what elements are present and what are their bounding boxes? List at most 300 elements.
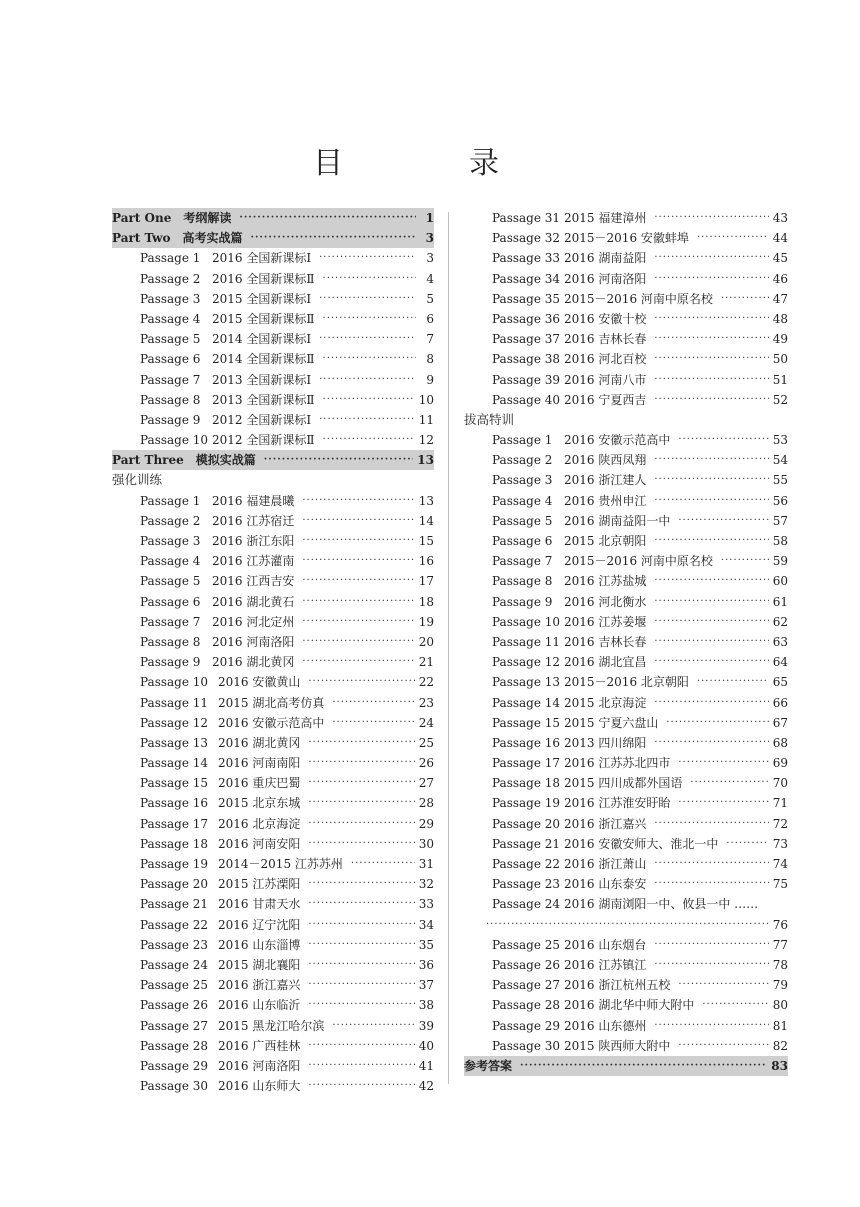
leader-dots — [250, 228, 416, 248]
toc-entry[interactable] — [464, 874, 788, 894]
page-number: 38 — [418, 998, 434, 1013]
source-label: 2016 山东淄博 — [218, 937, 301, 952]
leader-dots — [520, 1056, 767, 1076]
source-label: 2015 福建漳州 — [564, 211, 647, 225]
source-label: 2015 黑龙江哈尔滨 — [218, 1018, 325, 1033]
toc-entry[interactable] — [464, 854, 788, 874]
page-number: 42 — [418, 1079, 434, 1094]
source-label: 2016 甘肃天水 — [218, 897, 301, 912]
page-number: 12 — [418, 433, 434, 448]
leader-dots — [302, 612, 414, 632]
source-label: 2016 浙江东阳 — [212, 534, 295, 548]
page-number: 65 — [772, 675, 788, 690]
leader-dots — [697, 228, 769, 248]
leader-dots — [302, 592, 414, 612]
toc-entry[interactable] — [464, 672, 788, 692]
toc-entry[interactable] — [112, 349, 434, 369]
source-label: 2016 浙江嘉兴 — [564, 816, 647, 831]
passage-label: Passage 20 — [492, 816, 561, 831]
source-label: 2015 北京朝阳 — [564, 534, 647, 548]
passage-label: Passage 2 — [140, 271, 201, 286]
section-label: Part Three 模拟实战篇 — [112, 453, 256, 468]
page-number: 64 — [772, 655, 788, 670]
source-label: 2016 陕西凤翔 — [564, 453, 647, 468]
page-number: 27 — [418, 776, 434, 791]
passage-label: Passage 6 — [140, 352, 201, 367]
leader-dots — [239, 208, 416, 228]
passage-label: Passage 8 — [492, 574, 553, 589]
source-label: 2013 全国新课标Ⅱ — [212, 392, 315, 407]
passage-label: Passage 11 — [140, 695, 209, 710]
toc-entry[interactable] — [112, 269, 434, 289]
leader-dots — [654, 390, 768, 410]
page-number: 44 — [772, 231, 788, 246]
toc-entry[interactable] — [464, 248, 788, 268]
page-title: 目 录 — [313, 146, 547, 181]
toc-entry[interactable] — [464, 814, 788, 834]
passage-label: Passage 5 — [140, 574, 201, 589]
source-label: 2016 江苏淮安盱眙 — [564, 796, 671, 811]
toc-subheading — [112, 470, 434, 490]
toc-entry[interactable] — [112, 410, 434, 430]
source-label: 2015－2016 河南中原名校 — [564, 554, 713, 569]
section-label: Part Two 高考实战篇 — [112, 231, 243, 246]
toc-entry[interactable] — [112, 390, 434, 410]
toc-entry[interactable] — [112, 955, 434, 975]
passage-label: Passage 19 — [492, 796, 561, 811]
toc-entry[interactable] — [464, 370, 788, 390]
toc-entry[interactable] — [464, 652, 788, 672]
toc-entry[interactable] — [112, 612, 434, 632]
leader-dots — [308, 733, 414, 753]
passage-label: Passage 22 — [140, 917, 209, 932]
page-number: 8 — [426, 352, 434, 367]
toc-entry[interactable] — [112, 329, 434, 349]
toc-entry[interactable] — [464, 430, 788, 450]
page-number: 79 — [772, 978, 788, 993]
leader-dots — [302, 632, 414, 652]
section-label: Part One 考纲解读 — [112, 211, 232, 225]
leader-dots — [308, 874, 414, 894]
leader-dots — [654, 935, 768, 955]
toc-entry[interactable] — [112, 652, 434, 672]
source-label: 2015 宁夏六盘山 — [564, 715, 659, 730]
leader-dots — [308, 955, 414, 975]
subheading-label: 拔高特训 — [464, 411, 515, 427]
source-label: 2016 江苏灌南 — [212, 554, 295, 569]
passage-label: Passage 36 — [492, 311, 561, 326]
toc-entry[interactable] — [464, 713, 788, 733]
passage-label: Passage 16 — [140, 796, 209, 811]
leader-dots — [690, 773, 768, 793]
passage-label: Passage 17 — [492, 756, 561, 771]
toc-entry[interactable] — [464, 531, 788, 551]
toc-entry[interactable] — [464, 612, 788, 632]
leader-dots — [308, 1076, 414, 1096]
passage-label: Passage 9 — [140, 412, 201, 427]
toc-subheading — [464, 410, 788, 430]
leader-dots — [308, 672, 414, 692]
toc-entry[interactable] — [112, 632, 434, 652]
toc-entry[interactable] — [464, 208, 788, 228]
leader-dots — [308, 1036, 414, 1056]
page-number: 62 — [772, 614, 788, 629]
passage-label: Passage 24 — [492, 897, 561, 912]
source-label: 2016 河北百校 — [564, 352, 647, 367]
toc-entry[interactable] — [464, 693, 788, 713]
toc-entry[interactable] — [112, 248, 434, 268]
page-number: 52 — [772, 392, 788, 407]
page-number: 68 — [772, 735, 788, 750]
toc-entry[interactable] — [464, 733, 788, 753]
passage-label: Passage 23 — [492, 877, 561, 892]
toc-entry[interactable] — [112, 511, 434, 531]
source-label: 2012 全国新课标Ⅱ — [212, 433, 315, 448]
leader-dots — [654, 329, 768, 349]
passage-label: Passage 6 — [140, 594, 201, 609]
toc-entry[interactable] — [112, 1036, 434, 1056]
leader-dots — [323, 349, 416, 369]
page-number: 6 — [426, 311, 434, 326]
page-number: 21 — [418, 655, 434, 670]
page-number: 15 — [418, 534, 434, 548]
source-label: 2016 湖北宜昌 — [564, 655, 647, 670]
source-label: 2015 北京海淀 — [564, 695, 647, 710]
page-number: 59 — [772, 554, 788, 569]
leader-dots — [654, 814, 768, 834]
page-number: 4 — [426, 271, 434, 286]
toc-entry[interactable] — [464, 269, 788, 289]
toc-entry[interactable] — [464, 511, 788, 531]
page-number: 36 — [418, 957, 434, 972]
leader-dots — [308, 834, 414, 854]
source-label: 2015 陕西师大附中 — [564, 1038, 671, 1053]
source-label: 2014－2015 江苏苏州 — [218, 857, 343, 871]
source-label: 2016 安徽示范高中 — [564, 433, 671, 448]
toc-entry[interactable] — [464, 1036, 788, 1056]
page-number: 48 — [772, 311, 788, 326]
leader-dots — [654, 370, 768, 390]
page-number: 72 — [772, 816, 788, 831]
passage-label: Passage 12 — [140, 715, 209, 730]
toc-entry[interactable] — [464, 571, 788, 591]
leader-dots — [308, 753, 414, 773]
page-number: 22 — [418, 675, 434, 690]
page-number: 18 — [418, 594, 434, 609]
leader-dots — [654, 874, 768, 894]
passage-label: Passage 1 — [140, 251, 201, 266]
passage-label: Passage 22 — [492, 857, 561, 871]
toc-entry[interactable] — [464, 975, 788, 995]
toc-entry[interactable] — [464, 470, 788, 490]
leader-dots — [654, 955, 768, 975]
source-label: 2016 山东泰安 — [564, 877, 647, 892]
leader-dots — [678, 511, 768, 531]
page-number: 80 — [772, 998, 788, 1013]
source-label: 2013 全国新课标Ⅰ — [212, 372, 312, 387]
toc-entry[interactable] — [464, 289, 788, 309]
page-number: 5 — [426, 291, 434, 306]
page-number: 81 — [772, 1018, 788, 1033]
toc-entry[interactable] — [464, 753, 788, 773]
leader-dots — [721, 289, 769, 309]
passage-label: Passage 28 — [140, 1038, 209, 1053]
toc-entry[interactable] — [464, 551, 788, 571]
page-number: 73 — [772, 836, 788, 851]
page-number: 50 — [772, 352, 788, 367]
toc-entry[interactable] — [464, 1016, 788, 1036]
passage-label: Passage 30 — [140, 1079, 209, 1094]
toc-entry[interactable] — [112, 1056, 434, 1076]
source-label: 2016 贵州申江 — [564, 493, 647, 508]
page-number: 7 — [426, 332, 434, 347]
toc-entry[interactable] — [112, 854, 434, 874]
source-label: 2015 江苏溧阳 — [218, 877, 301, 892]
toc-entry[interactable] — [112, 592, 434, 612]
source-label: 2015 全国新课标Ⅱ — [212, 311, 315, 326]
leader-dots — [308, 935, 414, 955]
toc-entry[interactable] — [112, 1076, 434, 1096]
toc-entry[interactable] — [112, 814, 434, 834]
page-number: 14 — [418, 513, 434, 528]
leader-dots — [654, 693, 768, 713]
page-number: 77 — [772, 937, 788, 952]
page-number: 70 — [772, 776, 788, 791]
source-label: 2012 全国新课标Ⅰ — [212, 412, 312, 427]
passage-label: Passage 9 — [492, 594, 553, 609]
toc-section-row[interactable] — [112, 208, 434, 228]
leader-dots — [654, 733, 768, 753]
passage-label: Passage 5 — [492, 513, 553, 528]
leader-dots — [654, 1016, 768, 1036]
source-label: 2016 浙江萧山 — [564, 857, 647, 871]
toc-entry[interactable] — [112, 935, 434, 955]
source-label: 2016 吉林长春 — [564, 332, 647, 347]
toc-entry[interactable] — [112, 370, 434, 390]
leader-dots — [319, 370, 416, 390]
leader-dots — [308, 793, 414, 813]
toc-left-column — [112, 208, 434, 1096]
leader-dots — [678, 1036, 768, 1056]
passage-label: Passage 10 — [140, 675, 209, 690]
source-label: 2016 河北定州 — [212, 614, 295, 629]
toc-entry[interactable] — [112, 693, 434, 713]
leader-dots — [486, 915, 769, 935]
toc-section-row[interactable] — [464, 1056, 788, 1076]
passage-label: Passage 21 — [492, 836, 561, 851]
leader-dots — [332, 1016, 414, 1036]
passage-label: Passage 12 — [492, 655, 561, 670]
toc-entry[interactable] — [112, 915, 434, 935]
page-number: 33 — [418, 897, 434, 912]
leader-dots — [654, 309, 768, 329]
toc-entry[interactable] — [464, 491, 788, 511]
leader-dots — [654, 450, 768, 470]
toc-section-row[interactable] — [112, 228, 434, 248]
leader-dots — [654, 612, 768, 632]
source-label: 2015－2016 河南中原名校 — [564, 291, 713, 306]
toc-entry[interactable] — [464, 834, 788, 854]
toc-entry[interactable] — [112, 430, 434, 450]
toc-continuation-row[interactable] — [464, 915, 788, 935]
passage-label: Passage 35 — [492, 291, 561, 306]
toc-entry[interactable] — [464, 955, 788, 975]
page-number: 51 — [772, 372, 788, 387]
passage-label: Passage 4 — [492, 493, 553, 508]
toc-entry[interactable] — [464, 329, 788, 349]
passage-label: Passage 7 — [492, 554, 553, 569]
page-number: 60 — [772, 574, 788, 589]
passage-label: Passage 23 — [140, 937, 209, 952]
source-label: 2016 山东临沂 — [218, 998, 301, 1013]
toc-entry[interactable] — [112, 713, 434, 733]
page-number: 46 — [772, 271, 788, 286]
leader-dots — [319, 289, 416, 309]
toc-entry[interactable] — [112, 531, 434, 551]
toc-entry[interactable] — [112, 874, 434, 894]
leader-dots — [308, 1056, 414, 1076]
toc-entry[interactable] — [464, 309, 788, 329]
toc-entry[interactable] — [112, 894, 434, 914]
toc-entry[interactable] — [464, 349, 788, 369]
page-number: 75 — [772, 877, 788, 892]
toc-entry[interactable] — [112, 672, 434, 692]
toc-section-row[interactable] — [112, 450, 434, 470]
page-number: 61 — [772, 594, 788, 609]
leader-dots — [654, 269, 768, 289]
toc-entry[interactable] — [112, 793, 434, 813]
leader-dots — [654, 854, 768, 874]
toc-entry[interactable] — [112, 571, 434, 591]
toc-entry[interactable] — [112, 1016, 434, 1036]
toc-entry[interactable] — [464, 773, 788, 793]
leader-dots — [678, 975, 768, 995]
leader-dots — [666, 713, 768, 733]
page-number: 55 — [772, 473, 788, 488]
passage-label: Passage 29 — [492, 1018, 561, 1033]
leader-dots — [319, 410, 415, 430]
source-label: 2016 山东烟台 — [564, 937, 647, 952]
source-label: 2016 辽宁沈阳 — [218, 917, 301, 932]
leader-dots — [308, 975, 414, 995]
source-label: 2016 浙江建人 — [564, 473, 647, 488]
leader-dots — [654, 652, 768, 672]
toc-entry[interactable] — [464, 228, 788, 248]
leader-dots — [332, 713, 414, 733]
page-number: 30 — [418, 836, 434, 851]
leader-dots — [654, 592, 768, 612]
source-label: 2016 江苏镇江 — [564, 957, 647, 972]
leader-dots — [678, 430, 768, 450]
toc-entry[interactable] — [464, 450, 788, 470]
source-label: 2016 江苏宿迁 — [212, 513, 295, 528]
leader-dots — [721, 551, 769, 571]
passage-label: Passage 1 — [140, 493, 201, 508]
toc-entry[interactable] — [464, 592, 788, 612]
passage-label: Passage 8 — [140, 634, 201, 649]
page-number: 1 — [425, 211, 434, 225]
page-number: 10 — [418, 392, 434, 407]
source-label: 2013 四川绵阳 — [564, 735, 647, 750]
toc-entry[interactable] — [112, 995, 434, 1015]
toc-entry[interactable] — [464, 390, 788, 410]
page-number: 83 — [771, 1058, 788, 1073]
source-label: 2014 全国新课标Ⅱ — [212, 352, 315, 367]
leader-dots — [308, 773, 414, 793]
leader-dots — [654, 571, 768, 591]
passage-label: Passage 27 — [140, 1018, 209, 1033]
page-number: 53 — [772, 433, 788, 448]
toc-entry[interactable] — [464, 793, 788, 813]
passage-label: Passage 20 — [140, 877, 209, 892]
leader-dots — [302, 531, 414, 551]
leader-dots — [678, 793, 768, 813]
page-number: 57 — [772, 513, 788, 528]
toc-entry[interactable] — [464, 632, 788, 652]
source-label: 2016 浙江嘉兴 — [218, 978, 301, 993]
page-number: 24 — [418, 715, 434, 730]
passage-label: Passage 30 — [492, 1038, 561, 1053]
toc-entry[interactable] — [112, 773, 434, 793]
source-label: 2016 山东德州 — [564, 1018, 647, 1033]
toc-entry[interactable] — [112, 834, 434, 854]
toc-entry[interactable] — [464, 995, 788, 1015]
page-number: 76 — [772, 917, 788, 932]
page-number: 31 — [418, 857, 434, 871]
leader-dots — [654, 531, 768, 551]
page-number: 16 — [418, 554, 434, 569]
toc-entry[interactable] — [112, 309, 434, 329]
source-label: 2016 河南洛阳 — [212, 634, 295, 649]
source-label: 2016 湖南益阳 — [564, 251, 647, 266]
toc-entry[interactable] — [112, 289, 434, 309]
toc-entry[interactable] — [464, 935, 788, 955]
leader-dots — [332, 693, 414, 713]
toc-entry[interactable] — [464, 894, 788, 914]
leader-dots — [323, 309, 416, 329]
toc-entry[interactable] — [112, 975, 434, 995]
passage-label: Passage 8 — [140, 392, 201, 407]
source-label: 2016 安徽示范高中 — [218, 715, 325, 730]
passage-label: Passage 11 — [492, 634, 561, 649]
passage-label: Passage 5 — [140, 332, 201, 347]
page-number: 43 — [772, 211, 788, 225]
source-label: 2015－2016 北京朝阳 — [564, 675, 689, 690]
toc-entry[interactable] — [112, 753, 434, 773]
source-label: 2016 湖北黄冈 — [212, 655, 295, 670]
page-number: 74 — [772, 857, 788, 871]
passage-label: Passage 10 — [140, 433, 209, 448]
passage-label: Passage 14 — [492, 695, 561, 710]
page-number: 35 — [418, 937, 434, 952]
source-label: 2014 全国新课标Ⅰ — [212, 332, 312, 347]
source-label: 2015 北京东城 — [218, 796, 301, 811]
passage-label: Passage 38 — [492, 352, 561, 367]
source-label: 2016 河南安阳 — [218, 836, 301, 851]
toc-entry[interactable] — [112, 551, 434, 571]
passage-label: Passage 15 — [140, 776, 209, 791]
passage-label: Passage 28 — [492, 998, 561, 1013]
toc-entry[interactable] — [112, 491, 434, 511]
leader-dots — [678, 753, 768, 773]
source-label: 2016 广西桂林 — [218, 1038, 301, 1053]
toc-entry[interactable] — [112, 733, 434, 753]
source-label: 2016 安徽黄山 — [218, 675, 301, 690]
passage-label: Passage 13 — [140, 735, 209, 750]
leader-dots — [654, 349, 768, 369]
leader-dots — [654, 248, 768, 268]
toc-right-column — [464, 208, 788, 1076]
